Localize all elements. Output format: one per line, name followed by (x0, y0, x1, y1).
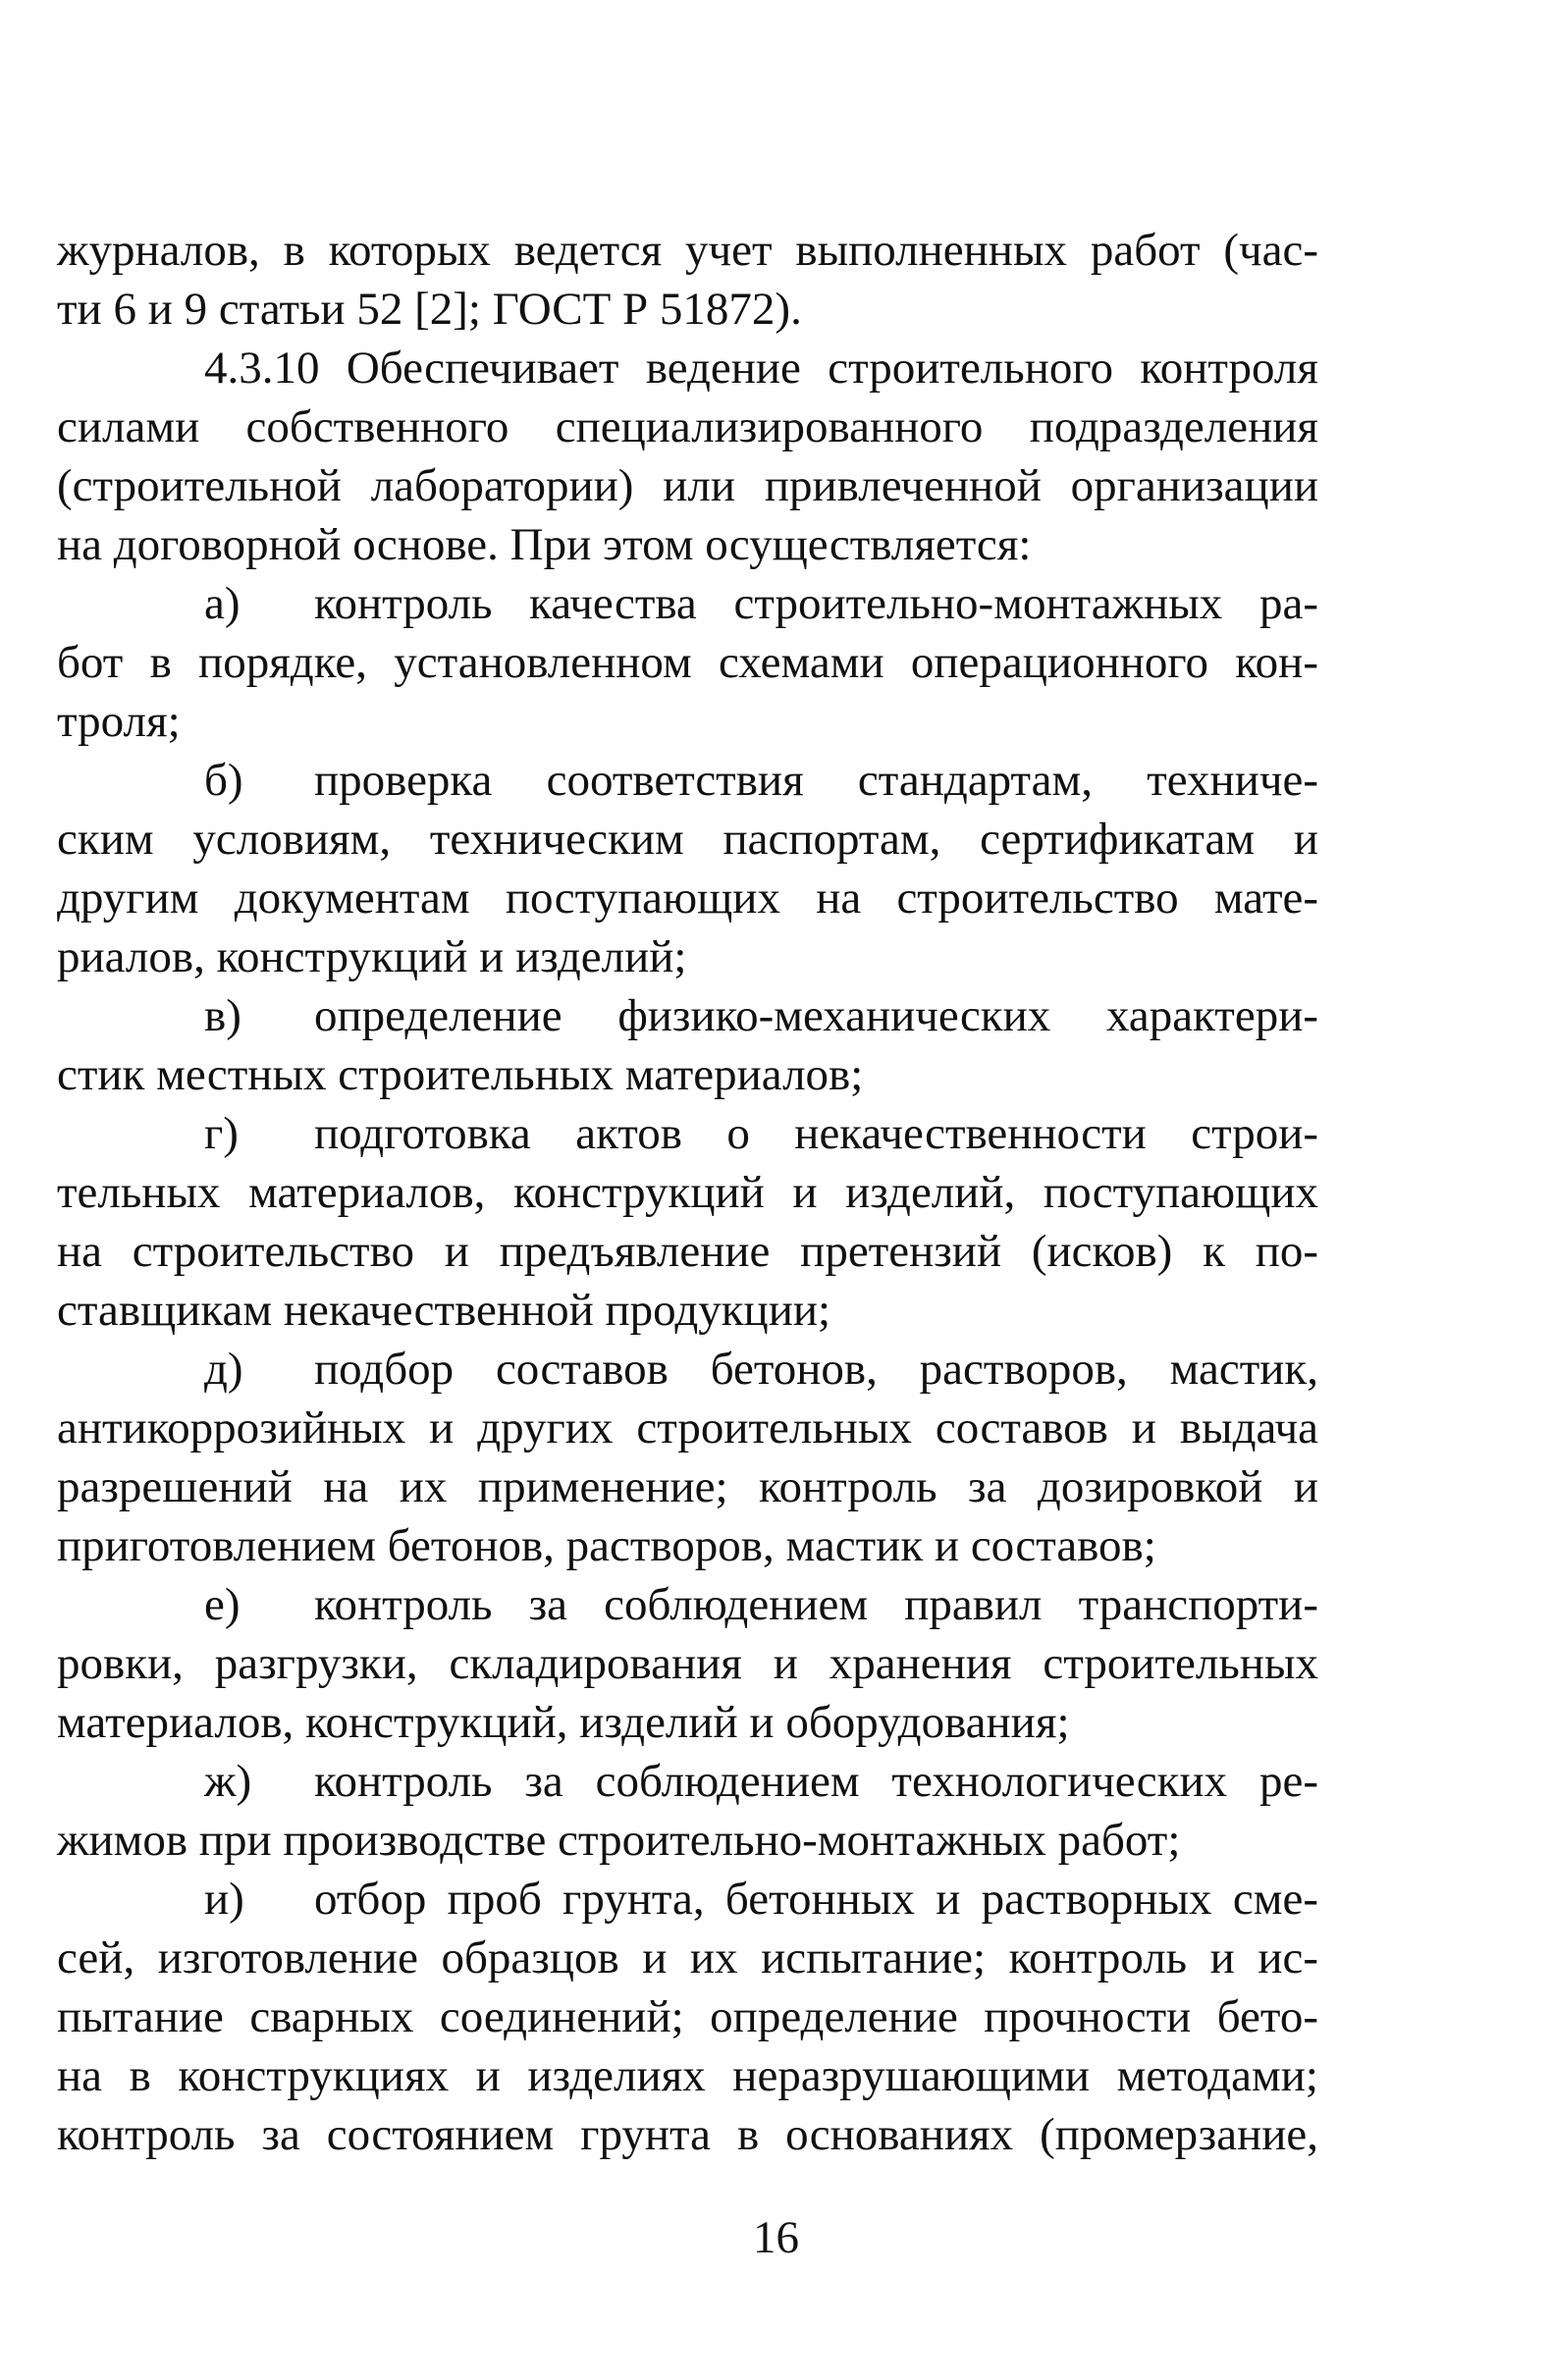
list-item-e (57, 1575, 1318, 1752)
text-line: антикоррозийных и других строительных составов и выдача (57, 1402, 1318, 1454)
item-first-line: подготовка актов о некачественности строи- (314, 1108, 1318, 1159)
text-line: силами собственного специализированного подразделения (57, 401, 1318, 452)
item-letter: а) (204, 578, 241, 629)
item-first-line: отбор проб грунта, бетонных и растворных сме- (314, 1874, 1318, 1925)
page-body (57, 221, 1318, 2164)
text-line: тельных материалов, конструкций и изделий, поступающих (57, 1167, 1318, 1218)
list-item-i (57, 1870, 1318, 2164)
text-line: на договорной основе. При этом осуществляется: (57, 519, 1032, 570)
text-line: журналов, в которых ведется учет выполненных работ (час- (57, 225, 1318, 276)
list-item-d (57, 1340, 1318, 1575)
item-letter: в) (204, 990, 241, 1041)
list-item-v (57, 986, 1318, 1104)
text-line: троля; (57, 696, 181, 747)
list-item-zh (57, 1752, 1318, 1870)
item-letter: б) (204, 755, 243, 806)
text-line (57, 1752, 1318, 1811)
item-first-line: контроль за соблюдением правил транспорти- (314, 1579, 1318, 1630)
item-letter: и) (204, 1874, 244, 1925)
item-first-line: определение физико-механических характери- (314, 990, 1318, 1041)
item-first-line: контроль за соблюдением технологических ре- (314, 1756, 1318, 1807)
text-line: ским условиям, техническим паспортам, сертификатам и (57, 814, 1318, 865)
list-item-b (57, 751, 1318, 986)
text-line (57, 1870, 1318, 1929)
text-line: (строительной лаборатории) или привлеченной организации (57, 460, 1318, 511)
item-letter: ж) (204, 1756, 252, 1807)
item-letter: д) (204, 1344, 243, 1395)
text-line (57, 751, 1318, 810)
item-letter: е) (204, 1579, 241, 1630)
text-line: разрешений на их применение; контроль за дозировкой и (57, 1461, 1318, 1512)
list-item-a (57, 574, 1318, 751)
text-line: ставщикам некачественной продукции; (57, 1285, 831, 1336)
text-line: приготовлением бетонов, растворов, мастик и составов; (57, 1520, 1156, 1571)
text-line: стик местных строительных материалов; (57, 1049, 864, 1100)
item-first-line: подбор составов бетонов, растворов, мастик, (314, 1344, 1318, 1395)
text-line: материалов, конструкций, изделий и оборудования; (57, 1697, 1070, 1748)
text-line: ти 6 и 9 статьи 52 [2]; ГОСТ Р 51872). (57, 284, 802, 335)
text-line: на в конструкциях и изделиях неразрушающими методами; (57, 2050, 1318, 2101)
page-number: 16 (753, 2212, 799, 2263)
clause-4-3-10 (57, 339, 1318, 574)
clause-heading-line: 4.3.10 Обеспечивает ведение строительного контроля (204, 343, 1318, 394)
text-line (57, 574, 1318, 633)
text-line (57, 1104, 1318, 1163)
text-line: бот в порядке, установленном схемами операционного кон- (57, 637, 1318, 688)
text-line: контроль за состоянием грунта в основаниях (промерзание, (57, 2109, 1318, 2160)
list-item-g (57, 1104, 1318, 1340)
continuation-paragraph (57, 221, 1318, 339)
text-line: на строительство и предъявление претензий (исков) к по- (57, 1226, 1318, 1277)
text-line: риалов, конструкций и изделий; (57, 931, 687, 982)
text-line (57, 986, 1318, 1045)
text-line: ровки, разгрузки, складирования и хранения строительных (57, 1638, 1318, 1689)
text-line: пытание сварных соединений; определение прочности бето- (57, 1991, 1318, 2042)
item-first-line: проверка соответствия стандартам, техниче- (314, 755, 1318, 806)
text-line (57, 1340, 1318, 1399)
item-first-line: контроль качества строительно-монтажных ра- (314, 578, 1318, 629)
text-line: жимов при производстве строительно-монтажных работ; (57, 1815, 1181, 1866)
item-letter: г) (204, 1108, 239, 1159)
text-line: сей, изготовление образцов и их испытание; контроль и ис- (57, 1932, 1318, 1983)
text-line: другим документам поступающих на строительство мате- (57, 873, 1318, 924)
text-line (57, 1575, 1318, 1634)
